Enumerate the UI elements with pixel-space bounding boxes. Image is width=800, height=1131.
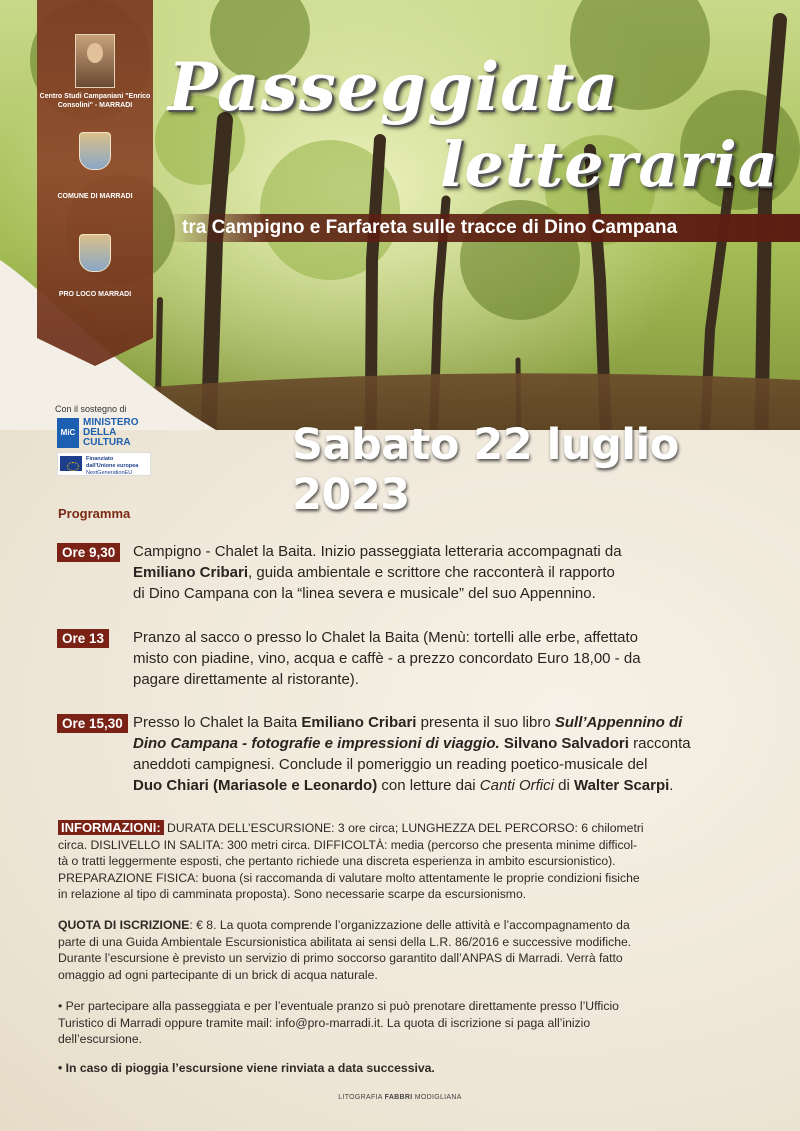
footer-text: LITOGRAFIA [338,1094,385,1101]
program-text: di [553,777,574,794]
eu-text [86,456,138,477]
time-badge: Ore 13 [57,629,109,648]
eu-flag-icon [60,456,82,471]
footer-brand: FABBRI [384,1094,413,1101]
quota-label: QUOTA DI ISCRIZIONE [58,918,190,932]
logo-centro-studi [37,34,153,110]
program-text: , guida ambientale e scrittore che racconterà il rapporto [248,564,615,581]
booking-line: Turistico di Marradi oppure tramite mail: info@pro-marradi.it. La quota di iscrizione si paga all’inizio [58,1015,591,1030]
program-text: di Dino Campana con la “linea severa e musicale” del suo Appennino. [133,585,596,602]
program-text: Canti Orfici [479,777,554,794]
booking-section [58,998,748,1048]
booking-line: dell’escursione. [58,1032,143,1046]
mic-line: MINISTERO [83,417,139,428]
program-item [133,627,743,690]
program-text: Duo Chiari (Mariasole e Leonardo) [133,777,378,794]
info-line: tà o tratti leggermente esposti, che pertanto richiede una discreta esperienza in ambito escursionistico). [58,854,616,868]
mic-text [83,418,139,448]
sponsor-caption: Con il sostegno di [55,404,127,414]
info-line: PREPARAZIONE FISICA: buona (si raccomanda di valutare molto attentamente le proprie condizioni fisiche [58,870,640,885]
program-text: Emiliano Cribari [301,714,417,731]
eu-line: dall'Unione europea [86,463,139,469]
program-text: Emiliano Cribari [133,564,249,581]
crest-icon [79,132,111,170]
info-section [58,820,748,903]
program-text: Campigno - Chalet la Baita. Inizio passeggiata letteraria accompagnati da [133,543,622,560]
quota-text: : € 8. La quota comprende l’organizzazione delle attività e l’accompagnamento da [189,918,630,932]
info-line: in relazione al tipo di camminata proposta). Sono necessarie scarpe da escursionismo. [58,887,527,901]
mic-line: CULTURA [83,437,131,448]
crest-icon [79,234,111,272]
mic-box: MiC [57,418,79,448]
program-line [133,733,743,754]
time-badge: Ore 15,30 [57,714,128,733]
title-line-2: letteraria [440,128,779,201]
info-line: circa. DISLIVELLO IN SALITA: 300 metri circa. DIFFICOLTÀ: media (percorso che presenta minime difficol- [58,837,638,852]
eu-line: Finanziato [86,456,114,462]
logo-comune [37,132,153,201]
program-text: Dino Campana - fotografie e impressioni di viaggio. [133,735,500,752]
eu-line: NextGenerationEU [86,470,133,476]
program-line [133,541,743,562]
program-heading: Programma [58,506,131,521]
quota-line [58,917,748,934]
program-line [133,627,743,648]
program-text: con letture dai [377,777,480,794]
program-line [133,583,743,604]
program-text: racconta [628,735,691,752]
program-text: Sull’Appennino di [554,714,683,731]
portrait-icon [75,34,115,88]
info-line [58,820,748,837]
time-badge: Ore 9,30 [57,543,120,562]
program-line [133,712,743,733]
event-date: Sabato 22 luglio 2023 [292,420,679,520]
program-text: aneddoti campignesi. Conclude il pomeriggio un reading poetico-musicale del [133,756,648,773]
quota-line: Durante l’escursione è previsto un servizio di primo soccorso garantito dall’ANPAS di Marradi. Verrà fatto [58,951,623,965]
program-text: Silvano Salvadori [503,735,629,752]
program-text: Pranzo al sacco o presso lo Chalet la Baita (Menù: tortelli alle erbe, affettato [133,629,638,646]
title-line-1: Passeggiata [168,48,620,126]
program-text: Presso lo Chalet la Baita [133,714,302,731]
logo-label: Centro Studi Campaniani "Enrico Consolini" - MARRADI [39,93,151,109]
program-text: Walter Scarpi [573,777,670,794]
subtitle-ribbon: tra Campigno e Farfareta sulle tracce di Dino Campana [168,214,800,242]
booking-line: • Per partecipare alla passeggiata e per l’eventuale pranzo si può prenotare direttamente presso l’Ufficio [58,999,619,1013]
quota-section [58,917,748,983]
program-line [133,775,743,796]
logo-label: PRO LOCO MARRADI [58,291,132,298]
program-line [133,648,743,669]
program-text: misto con piadine, vino, acqua e caffè - a prezzo concordato Euro 18,00 - da [133,650,641,667]
eu-funding-logo [57,452,151,476]
program-item [133,541,743,604]
printer-credit [0,1094,800,1101]
logo-label: COMUNE DI MARRADI [57,193,133,200]
quota-line: omaggio ad ogni partecipante di un brick di acqua naturale. [58,967,378,982]
program-item [133,712,743,796]
info-tag: INFORMAZIONI: [58,820,164,835]
program-line [133,754,743,775]
program-line [133,669,743,690]
footer-text: MODIGLIANA [412,1094,462,1101]
program-line [133,562,743,583]
logo-pro-loco [37,234,153,299]
quota-line: parte di una Guida Ambientale Escursionistica abilitata ai sensi della L.R. 86/2016 e successive modifiche. [58,934,632,949]
program-text: pagare direttamente al ristorante). [133,671,359,688]
ministero-cultura-logo [57,418,147,448]
info-text: DURATA DELL’ESCURSIONE: 3 ore circa; LUNGHEZZA DEL PERCORSO: 6 chilometri [163,821,644,835]
rain-note: • In caso di pioggia l’escursione viene rinviata a data successiva. [58,1061,435,1075]
mic-line: DELLA [83,427,117,438]
program-text: presenta il suo libro [416,714,555,731]
program-text: . [669,777,674,794]
